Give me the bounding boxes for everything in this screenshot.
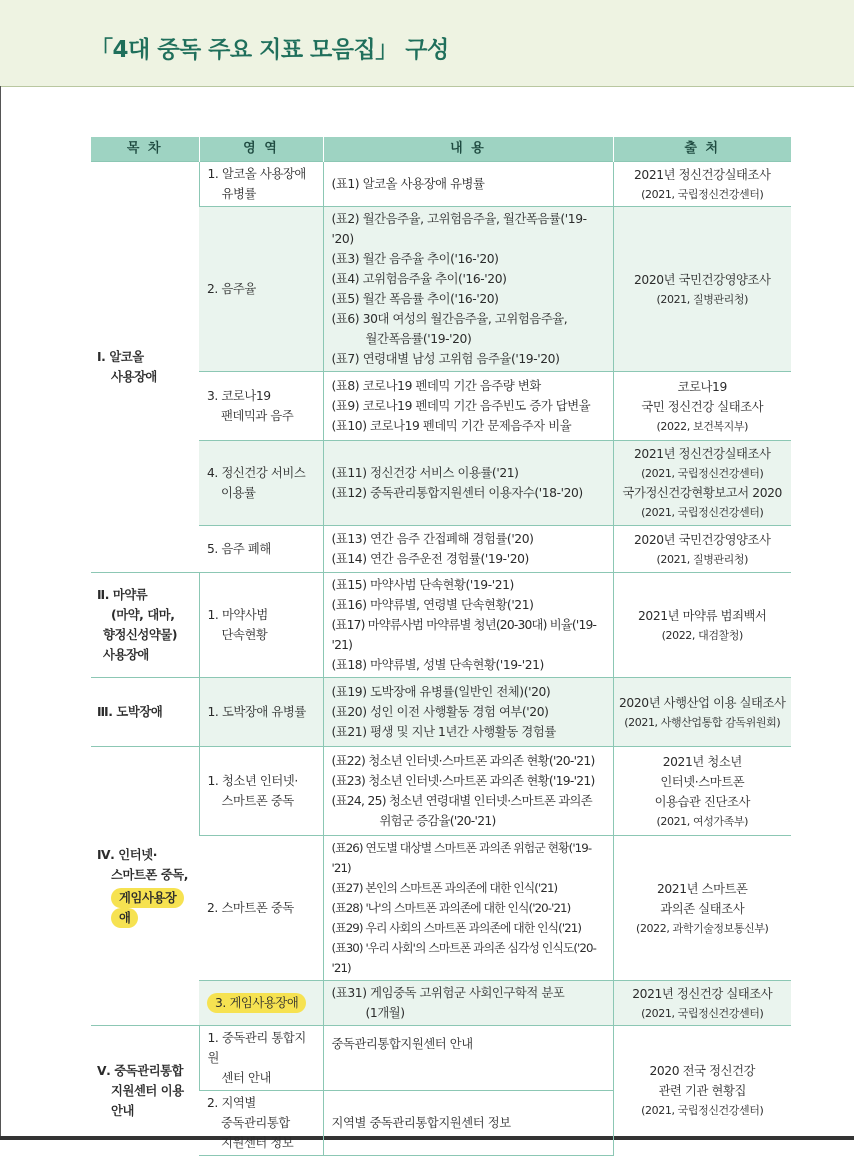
table-row bbox=[91, 747, 791, 836]
area-cell: 2. 음주율 bbox=[199, 207, 323, 372]
indicator-table bbox=[91, 137, 791, 1156]
source-cell: 2020 전국 정신건강 관련 기관 현황집 (2021, 국립정신건강센터) bbox=[613, 1026, 791, 1156]
area-cell: 1. 중독관리 통합지원 센터 안내 bbox=[199, 1026, 323, 1091]
content-cell: (표19) 도박장애 유병률(일반인 전체)('20) (표20) 성인 이전 사행활동 경험 여부('20) (표21) 평생 및 지난 1년간 사행활동 경험률 bbox=[323, 678, 613, 747]
area-cell: 1. 마약사범 단속현황 bbox=[199, 573, 323, 678]
source-cell: 2020년 국민건강영양조사 (2021, 질병관리청) bbox=[613, 526, 791, 573]
area-cell: 2. 지역별 중독관리통합 지원센터 정보 bbox=[199, 1091, 323, 1156]
source-cell: 2021년 정신건강 실태조사 (2021, 국립정신건강센터) bbox=[613, 981, 791, 1026]
content-cell: (표22) 청소년 인터넷·스마트폰 과의존 현황('20-'21) (표23) 청소년 인터넷·스마트폰 과의존 현황('19-'21) (표24, 25) 청소년 연령대별 인터넷·스마트폰 과의존 위험군 증감율('20-'21) bbox=[323, 747, 613, 836]
content-cell: (표11) 정신건강 서비스 이용률('21) (표12) 중독관리통합지원센터 이용자수('18-'20) bbox=[323, 441, 613, 526]
page-header bbox=[0, 0, 854, 87]
area-cell: 5. 음주 폐해 bbox=[199, 526, 323, 573]
frame-left-border bbox=[0, 86, 1, 1140]
content-cell: (표26) 연도별 대상별 스마트폰 과의존 위험군 현황('19-'21) (표27) 본인의 스마트폰 과의존에 대한 인식('21) (표28) '나'의 스마트폰 과의존에 대한 인식('20-'21) (표29) 우리 사회의 스마트폰 과의존에 대한 인식('21) (표30) '우리 사회'의 스마트폰 과의존 심각성 인식도('20-'21) bbox=[323, 836, 613, 981]
page-title: 「4대 중독 주요 지표 모음집」 구성 bbox=[90, 37, 449, 63]
content-cell: 중독관리통합지원센터 안내 bbox=[323, 1026, 613, 1091]
category-internet: Ⅳ. 인터넷· 스마트폰 중독, 게임사용장애 bbox=[91, 747, 199, 1026]
source-cell: 2021년 정신건강실태조사 (2021, 국립정신건강센터) 국가정신건강현황보고서 2020 (2021, 국립정신건강센터) bbox=[613, 441, 791, 526]
area-cell: 1. 알코올 사용장애 유병률 bbox=[199, 162, 323, 207]
area-cell: 1. 청소년 인터넷· 스마트폰 중독 bbox=[199, 747, 323, 836]
content-cell: (표31) 게임중독 고위험군 사회인구학적 분포 (1개월) bbox=[323, 981, 613, 1026]
content-cell: 지역별 중독관리통합지원센터 정보 bbox=[323, 1091, 613, 1156]
highlight-game-disorder: 게임사용장애 bbox=[111, 888, 184, 928]
content-cell: (표13) 연간 음주 간접폐해 경험률('20) (표14) 연간 음주운전 경험률('19-'20) bbox=[323, 526, 613, 573]
area-cell: 4. 정신건강 서비스 이용률 bbox=[199, 441, 323, 526]
area-cell: 2. 스마트폰 중독 bbox=[199, 836, 323, 981]
table-header-row bbox=[91, 137, 791, 162]
source-cell: 2020년 국민건강영양조사 (2021, 질병관리청) bbox=[613, 207, 791, 372]
content-cell: (표1) 알코올 사용장애 유병률 bbox=[323, 162, 613, 207]
column-header: 목 차 bbox=[91, 137, 199, 162]
content-cell: (표15) 마약사범 단속현황('19-'21) (표16) 마약류별, 연령별 단속현황('21) (표17) 마약류사범 마약류별 청년(20-30대) 비율('19-'21) (표18) 마약류별, 성별 단속현황('19-'21) bbox=[323, 573, 613, 678]
column-header: 내 용 bbox=[323, 137, 613, 162]
category-centers: Ⅴ. 중독관리통합 지원센터 이용 안내 bbox=[91, 1026, 199, 1156]
column-header: 영 역 bbox=[199, 137, 323, 162]
category-alcohol: Ⅰ. 알코올 사용장애 bbox=[91, 162, 199, 573]
content-cell: (표2) 월간음주율, 고위험음주율, 월간폭음률('19-'20) (표3) 월간 음주율 추이('16-'20) (표4) 고위험음주율 추이('16-'20) (표5) 월간 폭음률 추이('16-'20) (표6) 30대 여성의 월간음주율, 고위험음주율, 월간폭음률('19-'20) (표7) 연령대별 남성 고위험 음주율('19-'20) bbox=[323, 207, 613, 372]
category-drugs: Ⅱ. 마약류 (마약, 대마, 향정신성약물) 사용장애 bbox=[91, 573, 199, 678]
table-row bbox=[91, 678, 791, 747]
table-row bbox=[91, 573, 791, 678]
area-cell: 1. 도박장애 유병률 bbox=[199, 678, 323, 747]
source-cell: 2020년 사행산업 이용 실태조사 (2021, 사행산업통합 감독위원회) bbox=[613, 678, 791, 747]
category-gambling: Ⅲ. 도박장애 bbox=[91, 678, 199, 747]
table-row bbox=[91, 1026, 791, 1091]
source-cell: 2021년 청소년 인터넷·스마트폰 이용습관 진단조사 (2021, 여성가족부) bbox=[613, 747, 791, 836]
source-cell: 2021년 정신건강실태조사 (2021, 국립정신건강센터) bbox=[613, 162, 791, 207]
source-cell: 2021년 마약류 범죄백서 (2022, 대검찰청) bbox=[613, 573, 791, 678]
content-cell: (표8) 코로나19 펜데믹 기간 음주량 변화 (표9) 코로나19 펜데믹 기간 음주빈도 증가 답변율 (표10) 코로나19 펜데믹 기간 문제음주자 비율 bbox=[323, 372, 613, 441]
highlight-game-area: 3. 게임사용장애 bbox=[207, 993, 306, 1013]
table-row bbox=[91, 162, 791, 207]
source-cell: 코로나19 국민 정신건강 실태조사 (2022, 보건복지부) bbox=[613, 372, 791, 441]
source-cell: 2021년 스마트폰 과의존 실태조사 (2022, 과학기술정보통신부) bbox=[613, 836, 791, 981]
area-cell bbox=[199, 981, 323, 1026]
area-cell: 3. 코로나19 팬데믹과 음주 bbox=[199, 372, 323, 441]
column-header: 출 처 bbox=[613, 137, 791, 162]
